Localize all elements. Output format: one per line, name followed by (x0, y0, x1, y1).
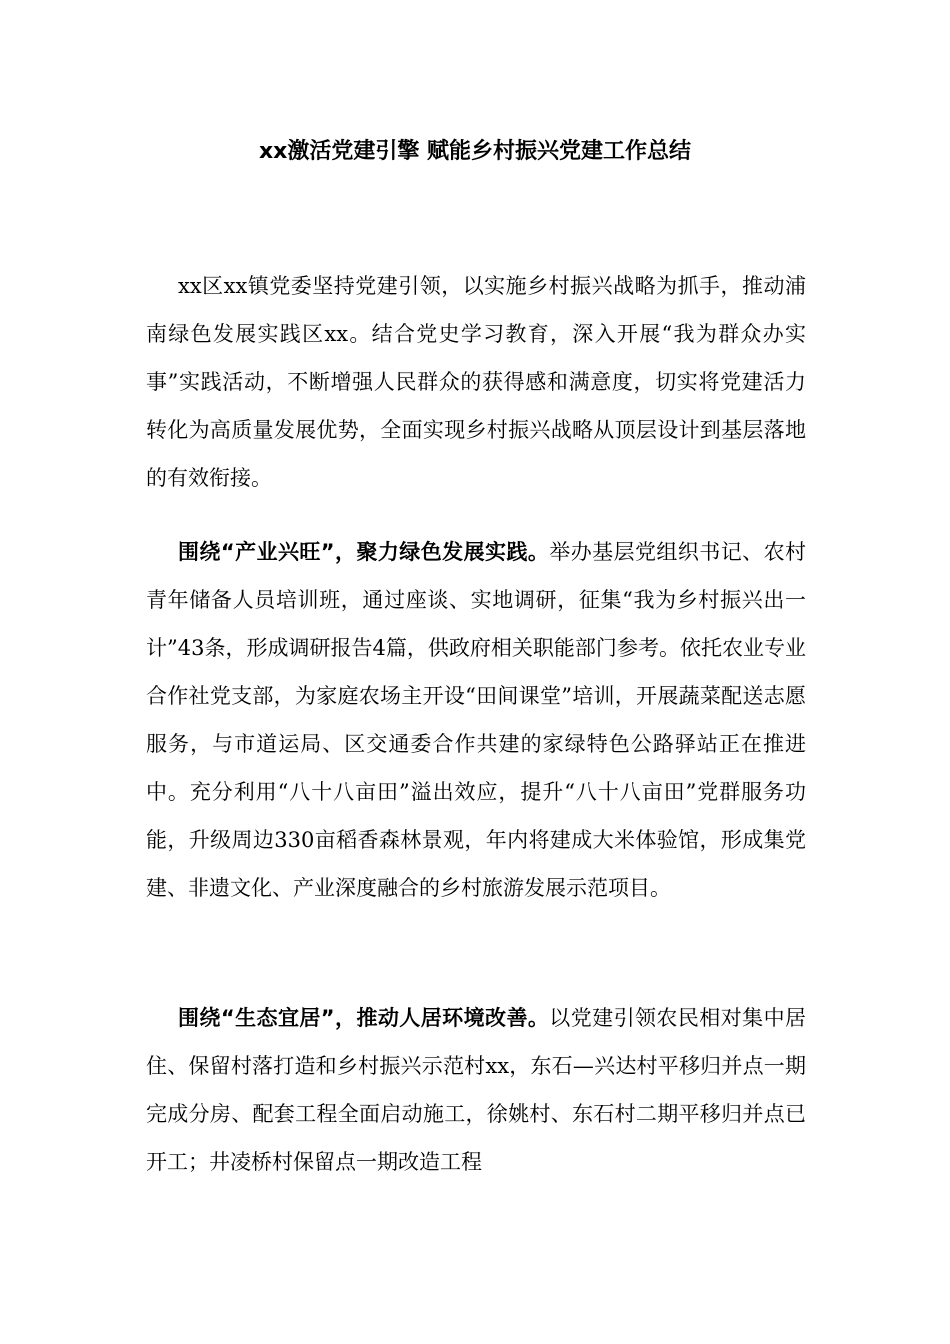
paragraph-body: 举办基层党组织书记、农村青年储备人员培训班，通过座谈、实地调研，征集“我为乡村振兴出一计”43条，形成调研报告4篇，供政府相关职能部门参考。依托农业专业合作社党支部，为家庭农场主开设“田间课堂”培训，开展蔬菜配送志愿服务，与市道运局、区交通委合作共建的家绿特色公路驿站正在推进中。充分利用“八十八亩田”溢出效应，提升“八十八亩田”党群服务功能，升级周边330亩稻香森林景观，年内将建成大米体验馆，形成集党建、非遗文化、产业深度融合的乡村旅游发展示范项目。 (146, 540, 806, 900)
paragraph-body: xx区xx镇党委坚持党建引领，以实施乡村振兴战略为抓手，推动浦南绿色发展实践区xx。结合党史学习教育，深入开展“我为群众办实事”实践活动，不断增强人民群众的获得感和满意度，切实将党建活力转化为高质量发展优势，全面实现乡村振兴战略从顶层设计到基层落地的有效衔接。 (146, 274, 806, 490)
paragraph-industry (146, 528, 806, 912)
paragraph-lead: 围绕“生态宜居”，推动人居环境改善。 (178, 1006, 550, 1030)
paragraph-body: 以党建引领农民相对集中居住、保留村落打造和乡村振兴示范村xx，东石—兴达村平移归并点一期完成分房、配套工程全面启动施工，徐姚村、东石村二期平移归并点已开工；井凌桥村保留点一期改造工程 (146, 1006, 806, 1174)
document-title: xx激活党建引擎 赋能乡村振兴党建工作总结 (258, 139, 692, 164)
paragraph-intro (146, 262, 806, 502)
paragraph-ecology (146, 994, 806, 1186)
paragraph-lead: 围绕“产业兴旺”，聚力绿色发展实践。 (178, 540, 550, 564)
